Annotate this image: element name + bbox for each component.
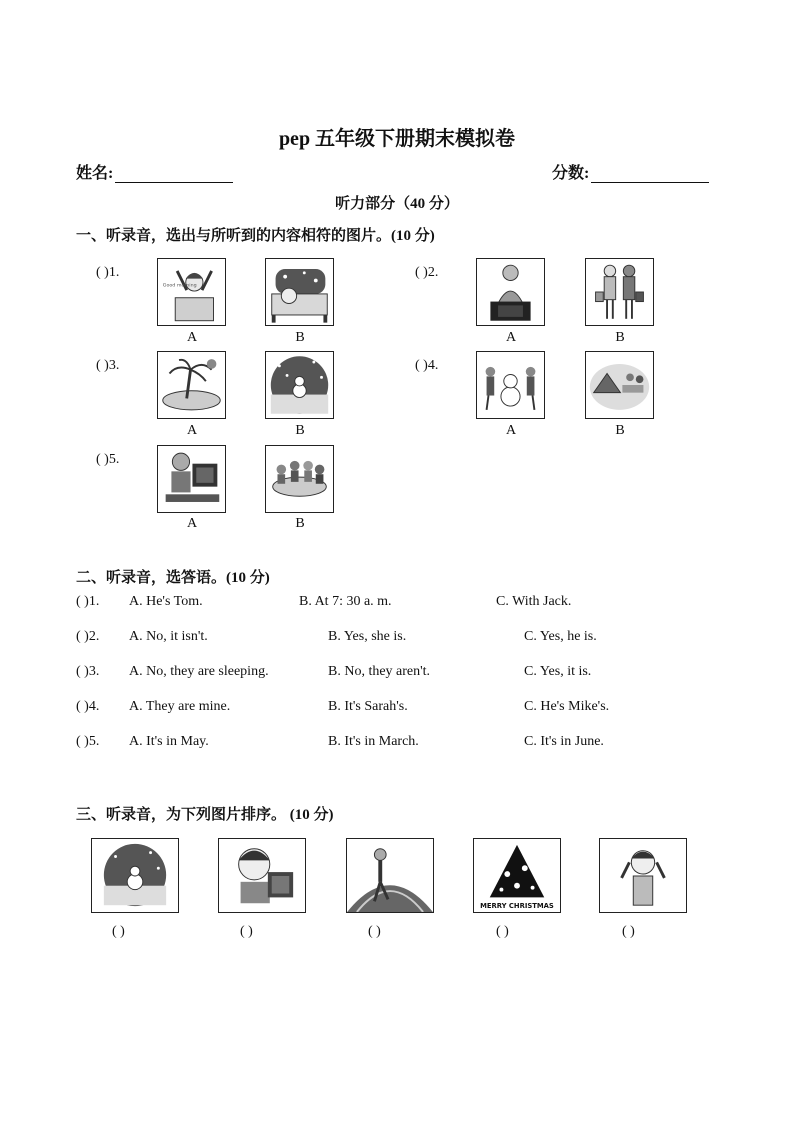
s2-q4-option-a: A. They are mine. [129, 699, 231, 714]
s3-picture-5[interactable] [599, 838, 687, 913]
s2-q5-option-a: A. It's in May. [129, 734, 209, 749]
woman-watching-tv-icon [477, 259, 544, 325]
girl-with-headache-icon [600, 839, 686, 912]
page-title: pep 五年级下册期末模拟卷 [278, 128, 516, 150]
s3-blank-3[interactable]: ( ) [368, 924, 381, 939]
s1-q5-label: ( )5. [96, 452, 120, 467]
s2-q2-option-a: A. No, it isn't. [129, 629, 208, 644]
s2-q1-option-c: C. With Jack. [496, 594, 572, 609]
kids-making-snowman-icon [477, 352, 544, 418]
s3-blank-2[interactable]: ( ) [240, 924, 253, 939]
girl-waking-up-icon [158, 259, 225, 325]
s1-q1-caption-a: A [186, 330, 198, 345]
s1-q1-label: ( )1. [96, 265, 120, 280]
s3-blank-4[interactable]: ( ) [496, 924, 509, 939]
name-blank[interactable] [115, 166, 233, 183]
s3-picture-3[interactable] [346, 838, 434, 913]
girl-running-track-icon [347, 839, 433, 912]
score-blank[interactable] [591, 166, 709, 183]
score-field [552, 160, 709, 183]
s1-q4-caption-a: A [505, 423, 517, 438]
person-at-computer-icon [158, 446, 225, 512]
sleeping-child-icon [266, 259, 333, 325]
s1-q2-picture-a[interactable] [476, 258, 545, 326]
s1-q2-caption-b: B [615, 330, 625, 345]
s1-q5-caption-b: B [295, 516, 305, 531]
section1-title: 一、听录音，选出与所听到的内容相符的图片。(10 分) [76, 228, 435, 244]
s1-q1-caption-b: B [295, 330, 305, 345]
s1-q4-picture-a[interactable] [476, 351, 545, 419]
boy-at-computer-icon [219, 839, 305, 912]
s1-q4-picture-b[interactable] [585, 351, 654, 419]
s2-q4-label: ( )4. [76, 699, 100, 714]
s1-q3-picture-a[interactable] [157, 351, 226, 419]
s3-picture-1[interactable] [91, 838, 179, 913]
two-women-shopping-icon [586, 259, 653, 325]
s1-q1-picture-a[interactable] [157, 258, 226, 326]
s2-q2-option-c: C. Yes, he is. [524, 629, 597, 644]
s1-q4-caption-b: B [615, 423, 625, 438]
name-field [76, 160, 233, 183]
s1-q2-caption-a: A [505, 330, 517, 345]
section2-title: 二、听录音，选答语。(10 分) [76, 570, 270, 586]
s2-q1-option-a: A. He's Tom. [129, 594, 203, 609]
s2-q5-label: ( )5. [76, 734, 100, 749]
winter-snowman-icon [266, 352, 333, 418]
camping-picnic-icon [586, 352, 653, 418]
score-label: 分数: [552, 165, 590, 182]
s3-picture-4[interactable] [473, 838, 561, 913]
s2-q2-option-b: B. Yes, she is. [328, 629, 407, 644]
s1-q3-picture-b[interactable] [265, 351, 334, 419]
merry-christmas-text: MERRY CHRISTMAS [480, 902, 554, 911]
s2-q2-label: ( )2. [76, 629, 100, 644]
s2-q3-label: ( )3. [76, 664, 100, 679]
s3-blank-5[interactable]: ( ) [622, 924, 635, 939]
s2-q1-option-b: B. At 7: 30 a. m. [299, 594, 392, 609]
s1-q3-caption-a: A [186, 423, 198, 438]
s1-q2-label: ( )2. [415, 265, 439, 280]
s2-q4-option-b: B. It's Sarah's. [328, 699, 408, 714]
section3-title: 三、听录音，为下列图片排序。 (10 分) [76, 807, 334, 823]
s2-q3-option-a: A. No, they are sleeping. [129, 664, 269, 679]
name-label: 姓名: [76, 165, 114, 182]
listening-part-heading: 听力部分（40 分） [335, 196, 459, 212]
family-dinner-icon [266, 446, 333, 512]
s1-q2-picture-b[interactable] [585, 258, 654, 326]
s2-q3-option-c: C. Yes, it is. [524, 664, 592, 679]
s1-q5-picture-b[interactable] [265, 445, 334, 513]
s2-q5-option-c: C. It's in June. [524, 734, 604, 749]
s2-q5-option-b: B. It's in March. [328, 734, 419, 749]
s2-q4-option-c: C. He's Mike's. [524, 699, 610, 714]
s2-q1-label: ( )1. [76, 594, 100, 609]
s1-q5-caption-a: A [186, 516, 198, 531]
christmas-tree-icon [474, 839, 560, 912]
winter-snowman-icon [92, 839, 178, 912]
s1-q1-picture-b[interactable] [265, 258, 334, 326]
s2-q3-option-b: B. No, they aren't. [328, 664, 431, 679]
s1-q5-picture-a[interactable] [157, 445, 226, 513]
s3-blank-1[interactable]: ( ) [112, 924, 125, 939]
s1-q4-label: ( )4. [415, 358, 439, 373]
good-morning-text: Good morning [162, 283, 197, 289]
s1-q3-caption-b: B [295, 423, 305, 438]
beach-island-icon [158, 352, 225, 418]
s3-picture-2[interactable] [218, 838, 306, 913]
s1-q3-label: ( )3. [96, 358, 120, 373]
